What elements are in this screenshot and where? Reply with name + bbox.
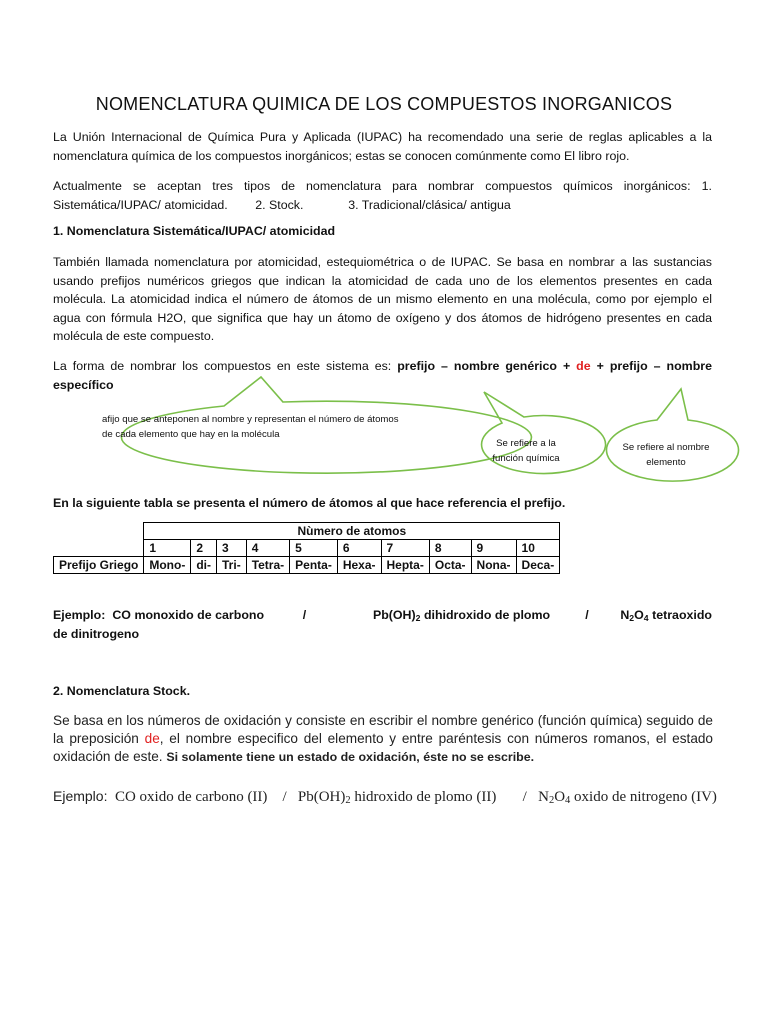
naming-form-lead: La forma de nombrar los compuestos en este sistema es: xyxy=(53,359,392,373)
prefix-table xyxy=(53,522,560,574)
example-stock xyxy=(53,788,753,806)
number-cell: 8 xyxy=(429,540,471,557)
number-cell: 9 xyxy=(471,540,516,557)
intro-paragraph: La Unión Internacional de Química Pura y Aplicada (IUPAC) ha recomendado una serie de reglas aplicables a la nomenclatura química de los compuestos inorgánicos; estas se conocen comúnmente como El libro rojo. xyxy=(53,130,712,163)
example-co: CO oxido de carbono (II) xyxy=(114,789,268,805)
prefix-cell: Tri- xyxy=(217,557,247,574)
number-cell: 6 xyxy=(337,540,381,557)
number-cell: 7 xyxy=(381,540,429,557)
number-cell: 3 xyxy=(217,540,247,557)
section1-body: También llamada nomenclatura por atomicidad, estequiométrica o de IUPAC. Se basa en nombrar a las sustancias usando prefijos numéricos griegos que indican la atomicidad de cada uno de los elementos presentes en cada molécula. La atomicidad indica el número de átomos de un mismo elemento en una molécula, como por ejemplo el agua con fórmula H2O, que significa que hay un átomo de oxígeno y dos átomos de hidrógeno presentes en cada molécula de este compuesto. xyxy=(53,255,712,343)
example-separator: / xyxy=(585,608,589,622)
prefix-cell: Mono- xyxy=(144,557,191,574)
example-sistematica xyxy=(53,606,712,643)
type-1: 1. Sistemática/IUPAC/ atomicidad. xyxy=(53,179,712,212)
naming-form xyxy=(53,357,712,394)
example-pboh: $Pb(OH)_2$ dihidroxido de plomo xyxy=(372,608,551,623)
example-co: CO monoxido de carbono xyxy=(112,608,265,622)
prefix-cell: Octa- xyxy=(429,557,471,574)
table-prefix-row xyxy=(54,557,560,574)
prefix-cell: Tetra- xyxy=(246,557,289,574)
section2-note: Si solamente tiene un estado de oxidación, éste no se escribe. xyxy=(166,750,535,764)
example-n2o4: $N_2O_4$ tetraoxido de dinitrogeno xyxy=(53,608,712,641)
naming-form-de: de xyxy=(576,359,591,373)
callout-text-element: Se refiere al nombre elemento xyxy=(622,442,710,468)
example-lead: Ejemplo: xyxy=(53,608,106,622)
type-3: 3. Tradicional/clásica/ antigua xyxy=(348,197,511,212)
example-separator: / xyxy=(522,789,527,805)
table-number-row xyxy=(54,540,560,557)
section1-heading: 1. Nomenclatura Sistemática/IUPAC/ atomicidad xyxy=(53,224,336,238)
prefix-cell: Deca- xyxy=(516,557,560,574)
number-cell: 4 xyxy=(246,540,289,557)
section2-body: Se basa en los números de oxidación y consiste en escribir el nombre genérico (función química) seguido de la preposición de, el nombre especifico del elemento y entre paréntesis con números romanos, el estado oxidación de este. Si solamente tiene un estado de oxidación, éste no se escribe. xyxy=(53,713,713,764)
prefix-cell: Hexa- xyxy=(337,557,381,574)
example-n2o4: $N_2O_4$ oxido de nitrogeno (IV) xyxy=(538,789,717,806)
types-paragraph xyxy=(53,177,712,214)
naming-form-a: prefijo – nombre genérico + xyxy=(397,359,571,373)
table-header: Nùmero de atomos xyxy=(144,523,560,540)
example-pboh: $Pb(OH)_2$ hidroxido de plomo (II) xyxy=(297,789,497,806)
example-lead: Ejemplo: xyxy=(53,788,108,804)
callout-text-function: Se refiere a la función química xyxy=(492,438,560,464)
types-lead: Actualmente se aceptan tres tipos de nomenclatura para nombrar compuestos químicos inorgánicos: xyxy=(53,179,691,193)
table-intro: En la siguiente tabla se presenta el número de átomos al que hace referencia el prefijo. xyxy=(53,496,566,510)
page-title: NOMENCLATURA QUIMICA DE LOS COMPUESTOS INORGANICOS xyxy=(95,94,673,114)
example-separator: / xyxy=(282,789,287,805)
number-cell: 5 xyxy=(290,540,338,557)
example-separator: / xyxy=(302,608,307,622)
prefix-cell: Penta- xyxy=(290,557,338,574)
prefix-cell: di- xyxy=(191,557,217,574)
prefix-cell: Nona- xyxy=(471,557,516,574)
number-cell: 2 xyxy=(191,540,217,557)
table-header-row xyxy=(54,523,560,540)
number-cell: 10 xyxy=(516,540,560,557)
callout-text-prefix: afijo que se anteponen al nombre y representan el número de átomos de cada elemento que hay en la molécula xyxy=(102,414,399,440)
number-cell: 1 xyxy=(144,540,191,557)
naming-form-b: + prefijo – nombre específico xyxy=(53,359,712,392)
prefix-cell: Hepta- xyxy=(381,557,429,574)
preposition-de: de xyxy=(144,731,160,746)
type-2: 2. Stock. xyxy=(255,197,304,212)
row-label: Prefijo Griego xyxy=(54,557,144,574)
section2-heading: 2. Nomenclatura Stock. xyxy=(53,684,191,698)
